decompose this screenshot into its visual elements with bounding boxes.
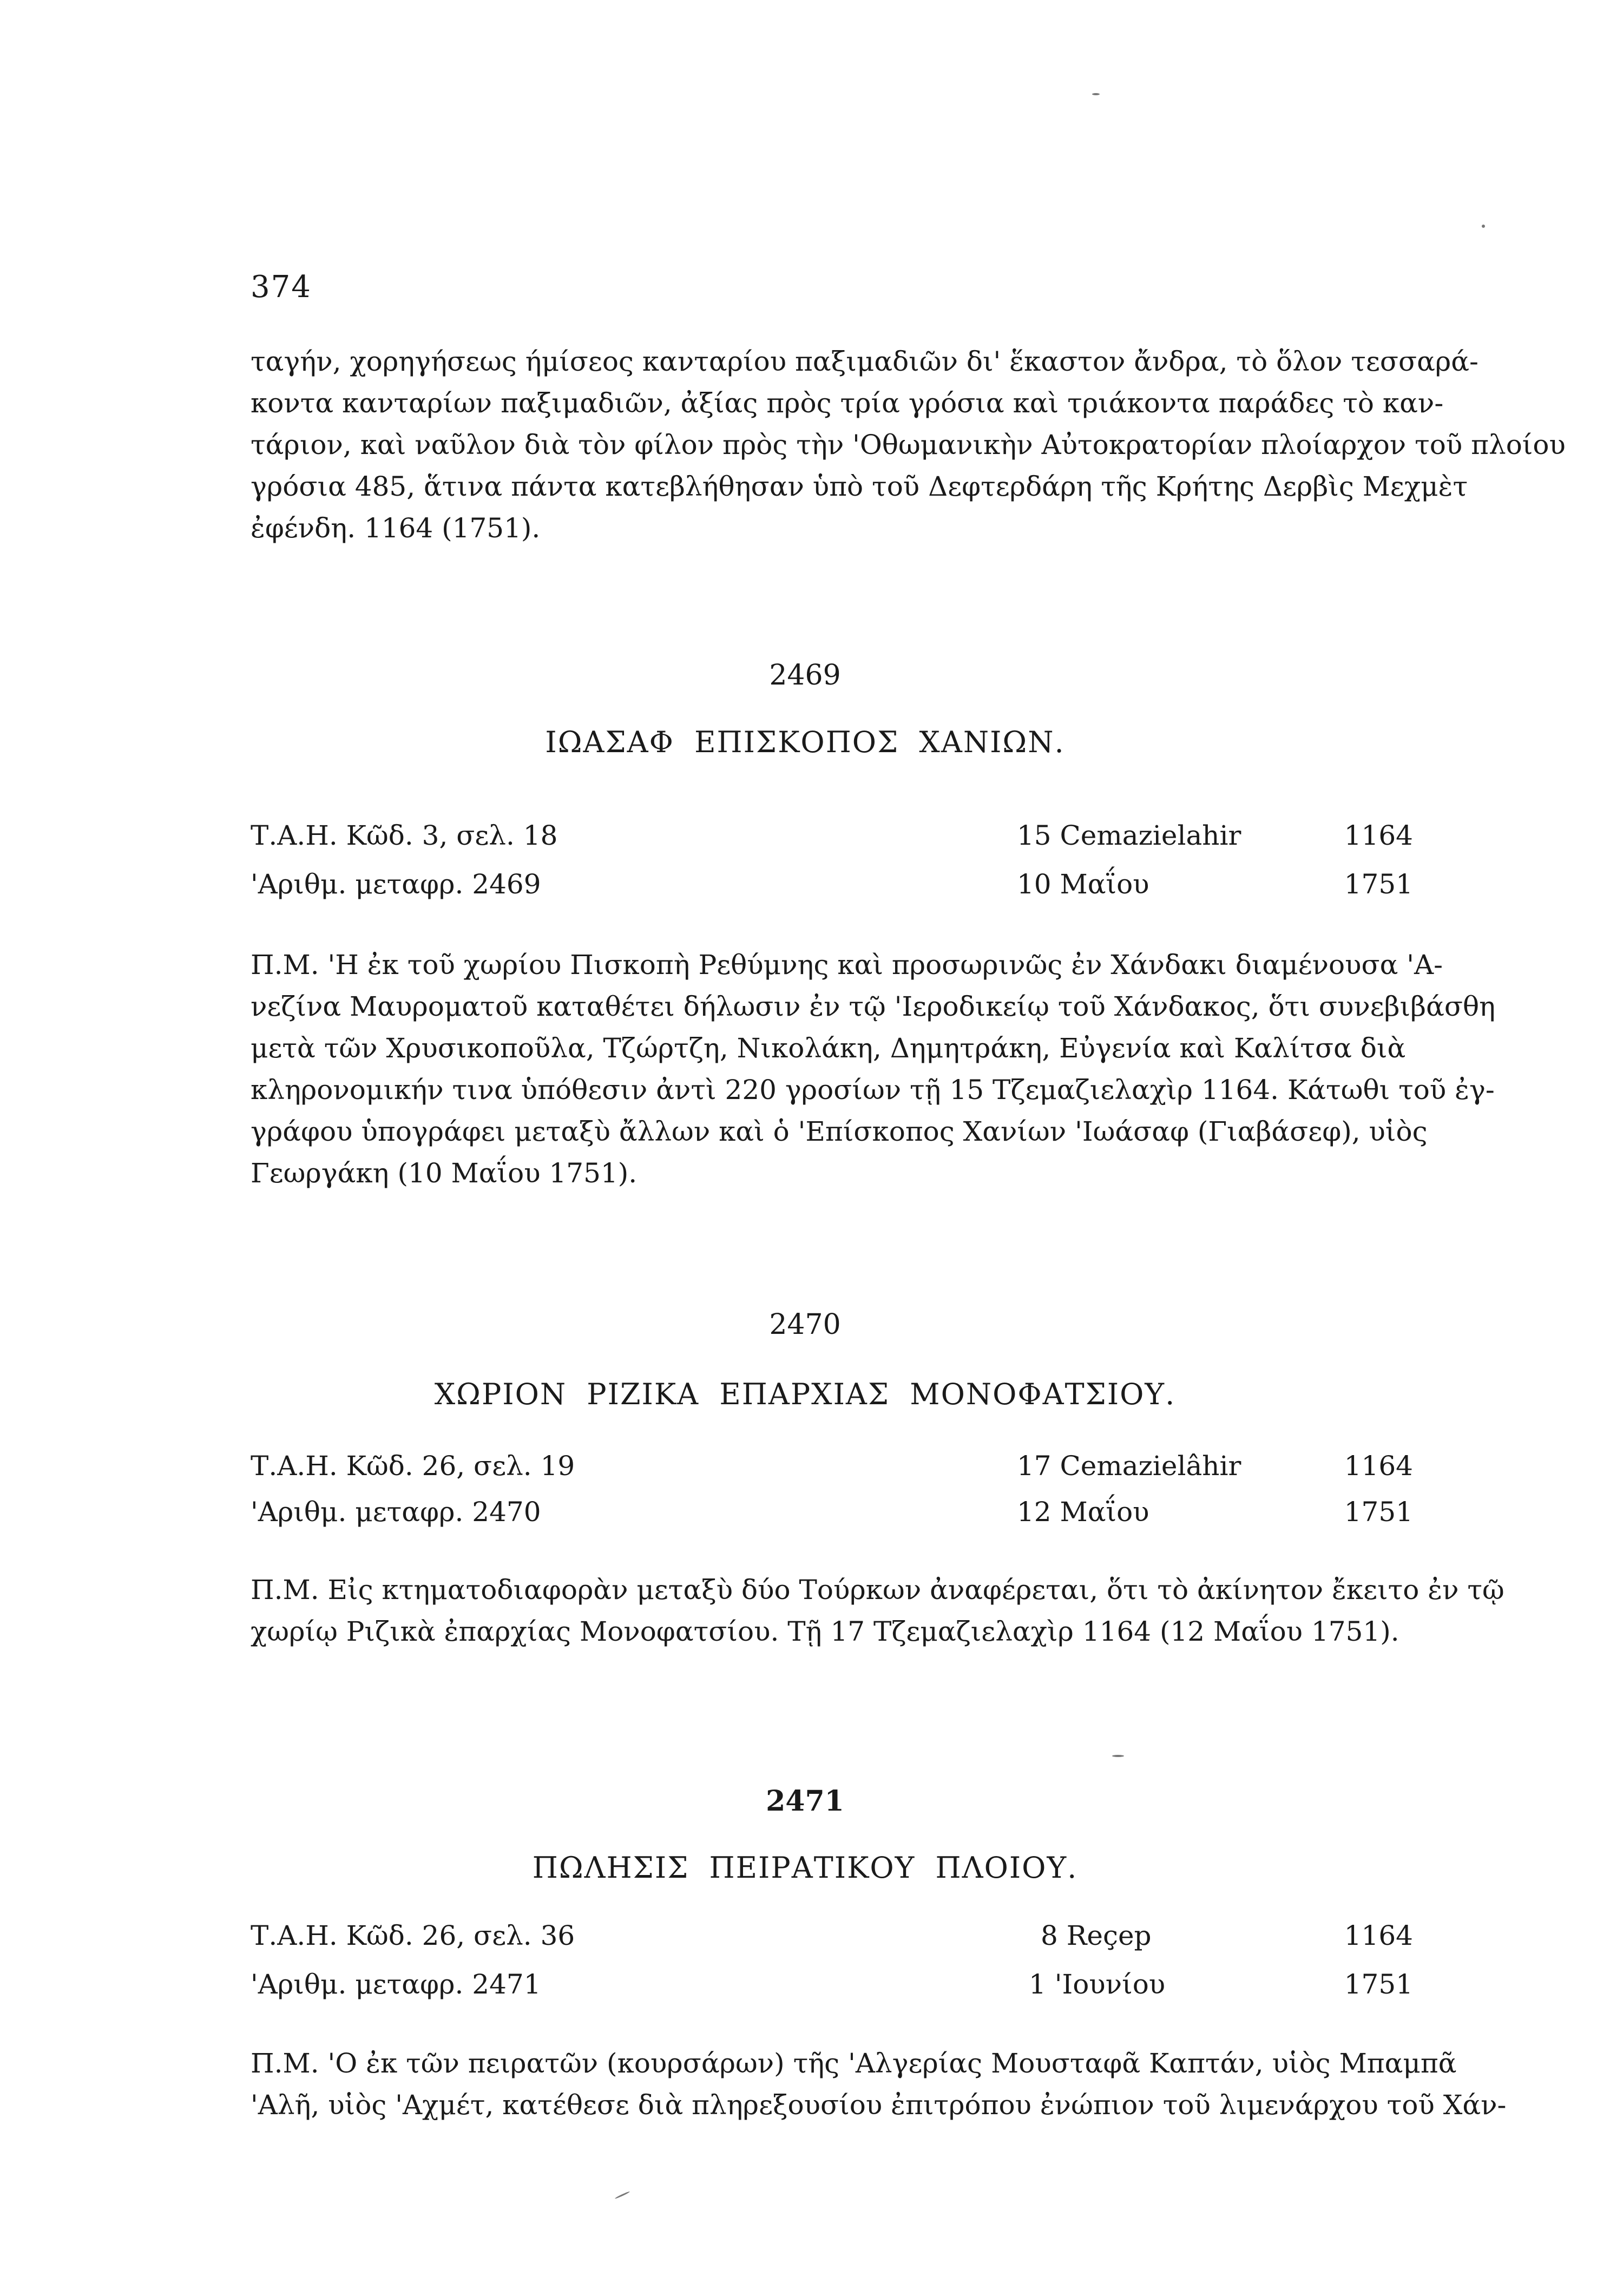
source-reference: Τ.Α.Η. Κῶδ. 26, σελ. 19 [251, 1450, 575, 1482]
hijri-year: 1164 [1344, 1450, 1413, 1482]
text-line: ταγήν, χορηγήσεως ήμίσεος κανταρίου παξιμαδιῶν δι' ἕκαστον ἄνδρα, τὸ ὅλον τεσσαρά- [251, 346, 1478, 377]
reference-row [251, 1450, 1413, 1488]
hijri-year: 1164 [1344, 1920, 1413, 1951]
text-line: Π.Μ. Εἰς κτηματοδιαφορὰν μεταξὺ δύο Τούρκων ἀναφέρεται, ὅτι τὸ ἀκίνητον ἔκειτο ἐν τῷ [251, 1574, 1504, 1606]
text-line: 'Αλῆ, υἱὸς 'Αχμέτ, κατέθεσε διὰ πληρεξουσίου ἐπιτρόπου ἐνώπιον τοῦ λιμενάρχου τοῦ Χάν- [251, 2089, 1507, 2121]
entry-summary [251, 2043, 1507, 2126]
entry-number: 2470 [769, 1308, 841, 1341]
translation-number: 'Αριθμ. μεταφρ. 2470 [251, 1496, 541, 1528]
hijri-date: 15 Cemazielahir [1017, 820, 1241, 851]
page-number: 374 [251, 269, 312, 305]
entry-summary [251, 944, 1496, 1194]
entry-title: ΧΩΡΙΟΝ ΡΙΖΙΚΑ ΕΠΑΡΧΙΑΣ ΜΟΝΟΦΑΤΣΙΟΥ. [434, 1377, 1176, 1411]
text-line: ἐφένδη. 1164 (1751). [251, 512, 541, 544]
text-line: τάριον, καὶ ναῦλον διὰ τὸν φίλον πρὸς τὴν 'Οθωμανικὴν Αὐτοκρατορίαν πλοίαρχον τοῦ πλοίου [251, 429, 1566, 460]
text-line: γράφου ὑπογράφει μεταξὺ ἄλλων καὶ ὁ 'Επίσκοπος Χανίων 'Ιωάσαφ (Γιαβάσεφ), υἱὸς [251, 1116, 1428, 1147]
source-reference: Τ.Α.Η. Κῶδ. 3, σελ. 18 [251, 820, 558, 851]
scan-speck [1482, 225, 1485, 228]
reference-row [251, 869, 1413, 906]
reference-row [251, 1496, 1413, 1534]
hijri-date: 17 Cemazielâhir [1017, 1450, 1241, 1482]
gregorian-date: 1 'Ιουνίου [1029, 1969, 1166, 2000]
text-line: χωρίῳ Ριζικὰ ἐπαρχίας Μονοφατσίου. Τῇ 17 Τζεμαζιελαχὶρ 1164 (12 Μαΐου 1751). [251, 1616, 1399, 1647]
hijri-year: 1164 [1344, 820, 1413, 851]
reference-row [251, 1969, 1413, 2006]
hijri-date: 8 Reçep [1041, 1920, 1152, 1951]
entry-number: 2469 [769, 659, 841, 692]
gregorian-year: 1751 [1344, 869, 1413, 900]
text-line: Γεωργάκη (10 Μαΐου 1751). [251, 1157, 638, 1189]
scan-speck [1092, 93, 1100, 95]
entry-title: ΙΩΑΣΑΦ ΕΠΙΣΚΟΠΟΣ ΧΑΝΙΩΝ. [545, 725, 1065, 759]
intro-paragraph [251, 341, 1566, 549]
reference-row [251, 1920, 1413, 1958]
gregorian-date: 12 Μαΐου [1017, 1496, 1149, 1528]
entry-number: 2471 [766, 1785, 844, 1818]
entry-title: ΠΩΛΗΣΙΣ ΠΕΙΡΑΤΙΚΟΥ ΠΛΟΙΟΥ. [532, 1851, 1078, 1885]
scan-speck [1112, 1755, 1124, 1757]
translation-number: 'Αριθμ. μεταφρ. 2469 [251, 869, 541, 900]
entry-summary [251, 1569, 1504, 1653]
text-line: Π.Μ. 'Ο ἐκ τῶν πειρατῶν (κουρσάρων) τῆς 'Αλγερίας Μουσταφᾶ Καπτάν, υἱὸς Μπαμπᾶ [251, 2048, 1457, 2079]
translation-number: 'Αριθμ. μεταφρ. 2471 [251, 1969, 541, 2000]
text-line: μετὰ τῶν Χρυσικοποῦλα, Τζώρτζη, Νικολάκη, Δημητράκη, Εὐγενία καὶ Καλίτσα διὰ [251, 1032, 1406, 1064]
scan-speck [615, 2191, 630, 2199]
text-line: κληρονομικήν τινα ὑπόθεσιν ἀντὶ 220 γροσίων τῇ 15 Τζεμαζιελαχὶρ 1164. Κάτωθι τοῦ ἐγ- [251, 1074, 1495, 1106]
text-line: κοντα κανταρίων παξιμαδιῶν, ἀξίας πρὸς τρία γρόσια καὶ τριάκοντα παράδες τὸ καν- [251, 387, 1444, 419]
gregorian-year: 1751 [1344, 1969, 1413, 2000]
reference-row [251, 820, 1413, 858]
text-line: νεζίνα Μαυροματοῦ καταθέτει δήλωσιν ἐν τῷ 'Ιεροδικείῳ τοῦ Χάνδακος, ὅτι συνεβιβάσθη [251, 991, 1496, 1022]
source-reference: Τ.Α.Η. Κῶδ. 26, σελ. 36 [251, 1920, 575, 1951]
gregorian-year: 1751 [1344, 1496, 1413, 1528]
gregorian-date: 10 Μαΐου [1017, 869, 1149, 900]
text-line: Π.Μ. 'Η ἐκ τοῦ χωρίου Πισκοπὴ Ρεθύμνης καὶ προσωρινῶς ἐν Χάνδακι διαμένουσα 'Α- [251, 949, 1443, 981]
text-line: γρόσια 485, ἅτινα πάντα κατεβλήθησαν ὑπὸ τοῦ Δεφτερδάρη τῆς Κρήτης Δερβὶς Μεχμὲτ [251, 471, 1468, 502]
